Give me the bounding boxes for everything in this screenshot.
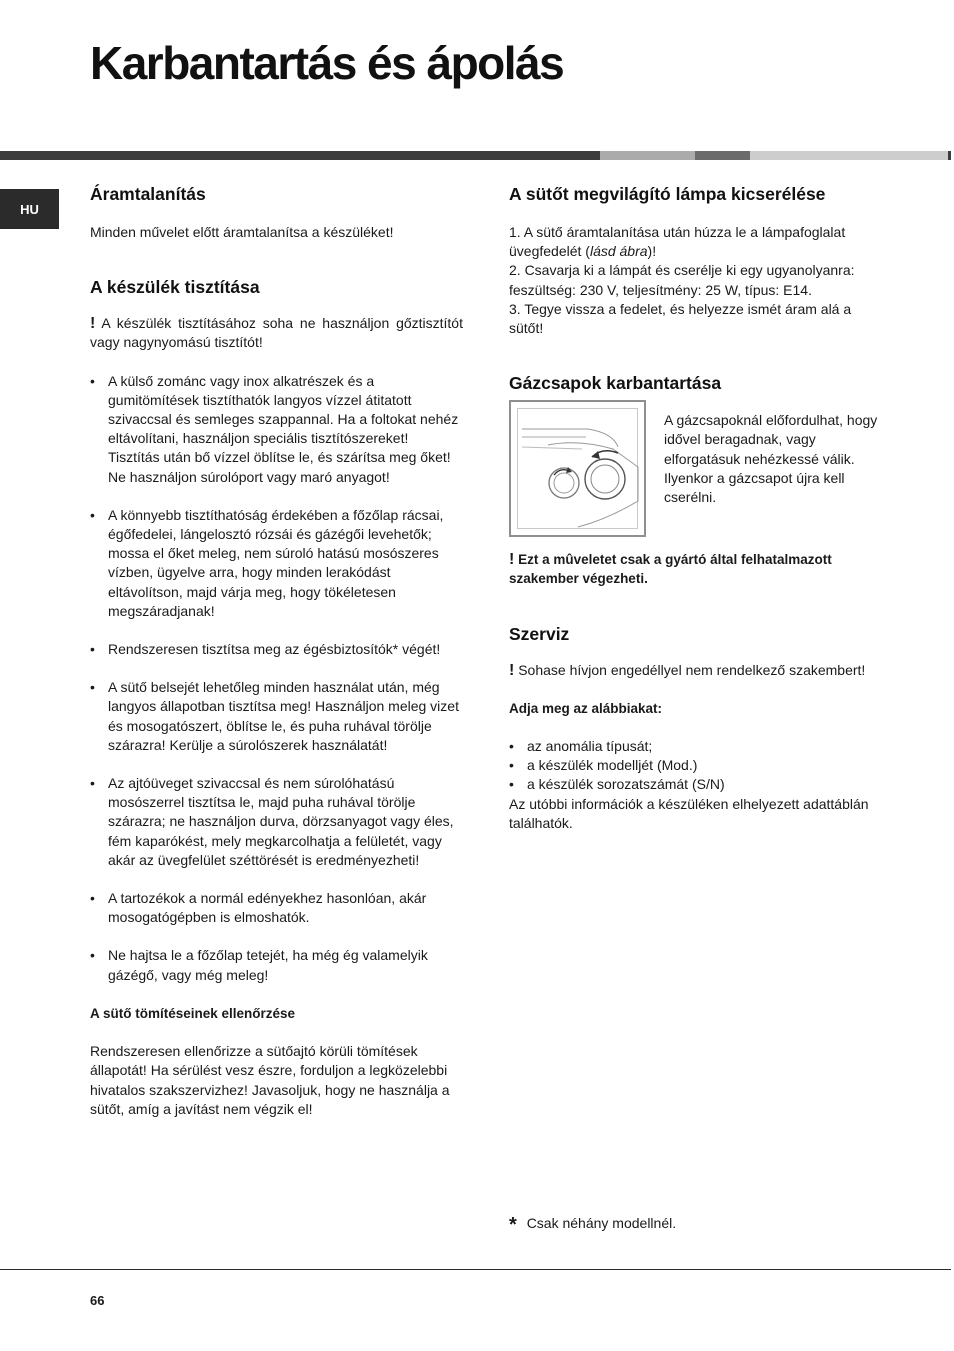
- list-item: • A tartozékok a normál edényekhez hasonlóan, akár mosogatógépben is elmoshatók.: [90, 889, 463, 927]
- illustration-frame: [517, 408, 638, 529]
- lamp-step-2: 2. Csavarja ki a lámpát és cserélje ki egy ugyanolyanra: feszültség: 230 V, teljesítmény: 25 W, típus: E14.: [509, 262, 855, 298]
- warning-mark: !: [509, 661, 515, 679]
- gas-taps-warning-text: Ezt a mûveletet csak a gyártó által felhatalmazott szakember végezheti.: [509, 552, 832, 587]
- see-figure-ref: lásd ábra: [589, 243, 648, 260]
- list-item: • Ne hajtsa le a főzőlap tetejét, ha még ég valamelyik gázégő, vagy még meleg!: [90, 946, 463, 984]
- list-item: • A könnyebb tisztíthatóság érdekében a főzőlap rácsai, égőfedelei, lángelosztó rózsái és gázégői levehetők; mossa el őket meleg, nem súroló hatású mosószeres vízben, ügyelve arra, hogy minden lerakódást eltávolítson, majd várja meg, hogy tökéletesen megszáradjanak!: [90, 506, 463, 621]
- list-item: • Az ajtóüveget szivaccsal és nem súrolóhatású mosószerrel tisztítsa le, majd puha ruhával törölje szárazra; ne használjon durva, dörzsanyagot vagy éles, fém kaparókést, mely megkarcolhatja a felületét, vagy akár az üvegfelület széttörését is eredményezheti!: [90, 774, 463, 870]
- gas-tap-illustration: [509, 400, 646, 537]
- cleaning-warning-text: A készülék tisztításához soha ne használjon gőztisztítót vagy nagynyomású tisztítót!: [90, 315, 463, 351]
- section-title-cleaning: A készülék tisztítása: [90, 277, 260, 298]
- service-note: Az utóbbi információk a készüléken elhelyezett adattáblán találhatók.: [509, 795, 869, 831]
- section-title-lamp: A sütőt megvilágító lámpa kicserélése: [509, 184, 826, 204]
- service-warning: [509, 661, 881, 680]
- service-list: [509, 737, 881, 795]
- seal-check-text: Rendszeresen ellenőrizze a sütőajtó körüli tömítések állapotát! Ha sérülést vesz észre, forduljon a legközelebbi hivatalos szakszervizhez! Javasoljuk, hogy ne használja a sütőt, amíg a javítást nem végzik el!: [90, 1043, 450, 1117]
- list-item: • Rendszeresen tisztítsa meg az égésbiztosítók* végét!: [90, 640, 463, 659]
- lamp-step-1: [509, 223, 881, 261]
- service-subtitle: Adja meg az alábbiakat:: [509, 700, 663, 716]
- power-off-text: Minden művelet előtt áramtalanítsa a készüléket!: [90, 224, 394, 240]
- cleaning-list: [90, 372, 463, 985]
- gas-taps-text: A gázcsapoknál előfordulhat, hogy idővel beragadnak, vagy elforgatásuk nehézkessé válik. Ilyenkor a gázcsapot újra kell cserélni.: [664, 412, 878, 506]
- section-title-service: Szerviz: [509, 623, 570, 644]
- list-item: • A külső zománc vagy inox alkatrészek és a gumitömítések tisztíthatók langyos vízzel átitatott szivaccsal és semleges szappannal. Ha a foltokat nehéz eltávolítani, használjon speciális tisztítószereket! Tisztítás után bő vízzel öblítse le, és szárítsa meg őket! Ne használjon súrolóport vagy maró anyagot!: [90, 372, 463, 487]
- gas-tap-knob-icon: [518, 409, 639, 530]
- cleaning-warning: [90, 314, 463, 352]
- list-item: • az anomália típusát;: [509, 737, 881, 756]
- warning-mark: !: [90, 315, 96, 333]
- lamp-step-3: 3. Tegye vissza a fedelet, és helyezze ismét áram alá a sütőt!: [509, 300, 852, 337]
- footnote: [509, 1214, 676, 1237]
- header-bar-segment: [695, 151, 750, 160]
- footer-rule: [0, 1269, 951, 1270]
- header-bar-segment: [600, 151, 695, 160]
- header-bar-segment: [0, 151, 600, 160]
- warning-mark: !: [509, 551, 515, 569]
- gas-taps-block: [509, 400, 881, 537]
- seal-check-title: A sütő tömítéseinek ellenőrzése: [90, 1005, 296, 1021]
- header-bar-segment: [750, 151, 948, 160]
- footnote-mark: *: [509, 1214, 517, 1236]
- left-column: [90, 182, 463, 1119]
- list-item: • a készülék sorozatszámát (S/N): [509, 775, 881, 794]
- section-title-power-off: Áramtalanítás: [90, 184, 206, 204]
- header-bar-segment: [948, 151, 951, 160]
- footnote-text: Csak néhány modellnél.: [526, 1215, 677, 1231]
- list-item: • A sütő belsejét lehetőleg minden használat után, még langyos állapotban tisztítsa meg! Használjon meleg vizet és mosogatószert, öblítse le, és puha ruhával törölje szárazra! Kerülje a súrolószerek használatát!: [90, 678, 463, 755]
- page-title: Karbantartás és ápolás: [90, 37, 564, 89]
- lamp-step-1-text: 1. A sütő áramtalanítása után húzza le a lámpafoglalat üvegfedelét (: [509, 224, 846, 260]
- service-warning-text: Sohase hívjon engedéllyel nem rendelkező szakembert!: [518, 661, 866, 678]
- language-tab: HU: [0, 189, 59, 229]
- page-number: 66: [90, 1293, 105, 1308]
- section-title-gas-taps: Gázcsapok karbantartása: [509, 373, 722, 394]
- list-item: • a készülék modelljét (Mod.): [509, 756, 881, 775]
- gas-taps-warning: [509, 550, 881, 588]
- lamp-step-1-end: )!: [647, 243, 657, 260]
- right-column: [509, 182, 881, 833]
